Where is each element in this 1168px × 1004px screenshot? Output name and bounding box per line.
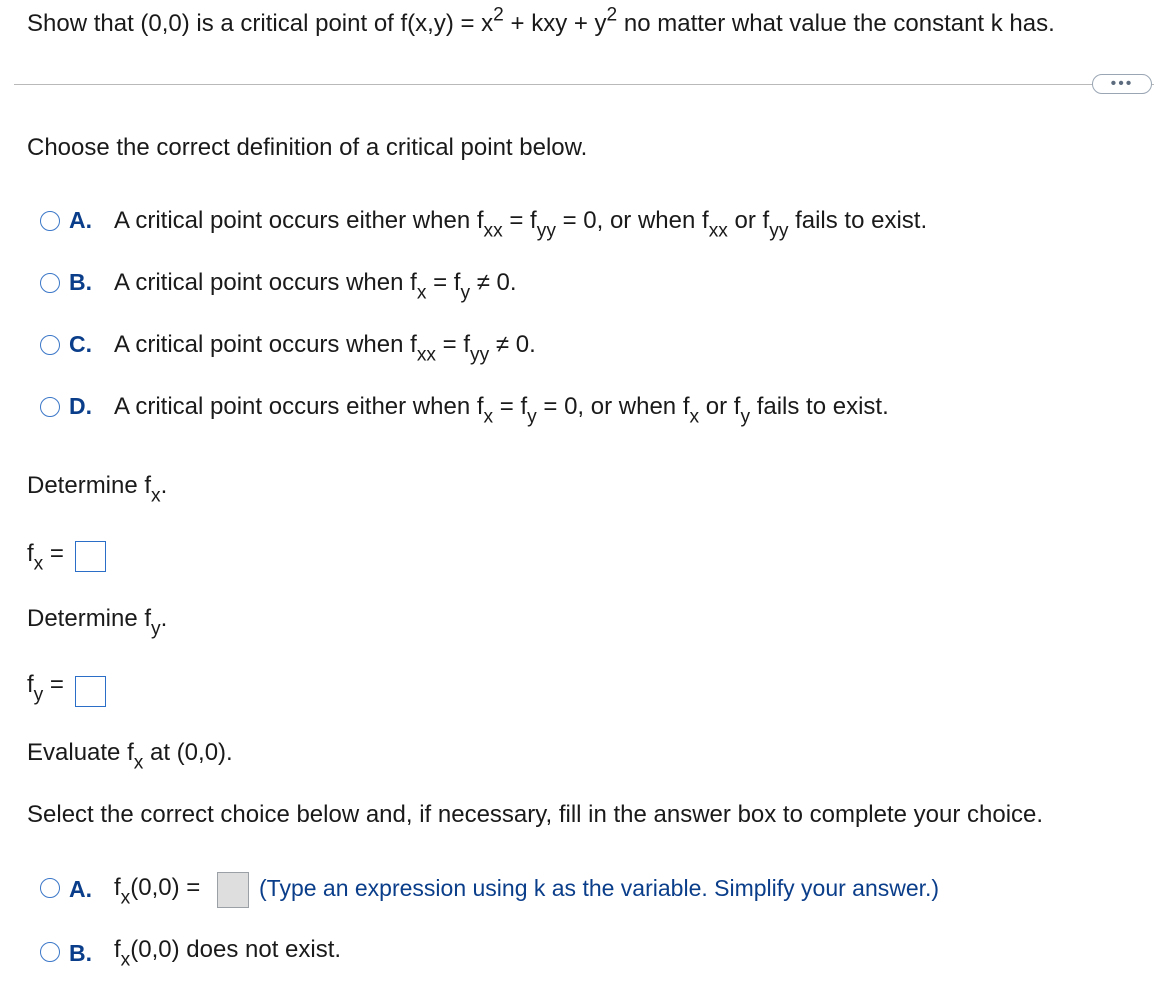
radio-evaluate-a[interactable] [40,878,60,898]
fx-label: $f_x$ = [27,540,64,575]
fx-answer-input[interactable] [75,541,106,572]
option-text: A critical point occurs either when $f_{xx} = f_{yy} = 0$, or when $f_{xx}$ or $f_{yy}$ fails to exist. [114,207,928,242]
evaluate-a-label: $f_x(0,0)$ = [114,874,201,909]
more-options-button[interactable] [1092,74,1152,94]
ellipsis-icon: ••• [1110,75,1134,92]
answer-hint: (Type an expression using k as the variable. Simplify your answer.) [259,875,940,901]
divider [14,84,1154,85]
fy-label: $f_y$ = [27,671,64,706]
determine-fx-prompt: Determine $f_x$. [27,472,168,507]
determine-fy-prompt: Determine $f_y$. [27,605,168,640]
part1-prompt: Choose the correct definition of a critical point below. [27,134,588,161]
radio-option-d[interactable] [40,397,60,417]
question-text: Show that (0,0) is a critical point of $f(x,y) = x^2$ + kxy + $y^2$ no matter what value the constant k has. [27,4,1055,37]
radio-option-b[interactable] [40,273,60,293]
option-letter: B. [69,269,92,295]
option-text: A critical point occurs when $f_{xx} = f_{yy} \ne 0$. [114,331,536,366]
radio-evaluate-b[interactable] [40,942,60,962]
radio-option-c[interactable] [40,335,60,355]
option-text: A critical point occurs when $f_x = f_y \ne 0$. [114,269,517,304]
option-letter: A. [69,876,92,902]
evaluate-answer-input[interactable] [217,872,249,908]
radio-option-a[interactable] [40,211,60,231]
evaluate-prompt: Evaluate $f_x$ at (0,0). [27,739,233,774]
option-letter: A. [69,207,92,233]
option-text: A critical point occurs either when $f_x = f_y = 0$, or when $f_x$ or $f_y$ fails to exist. [114,393,889,428]
instruction-text: Select the correct choice below and, if necessary, fill in the answer box to complete your choice. [27,801,1044,828]
option-letter: B. [69,940,92,966]
evaluate-b-label: $f_x(0,0)$ does not exist. [114,936,342,971]
option-letter: D. [69,393,92,419]
fy-answer-input[interactable] [75,676,106,707]
option-letter: C. [69,331,92,357]
